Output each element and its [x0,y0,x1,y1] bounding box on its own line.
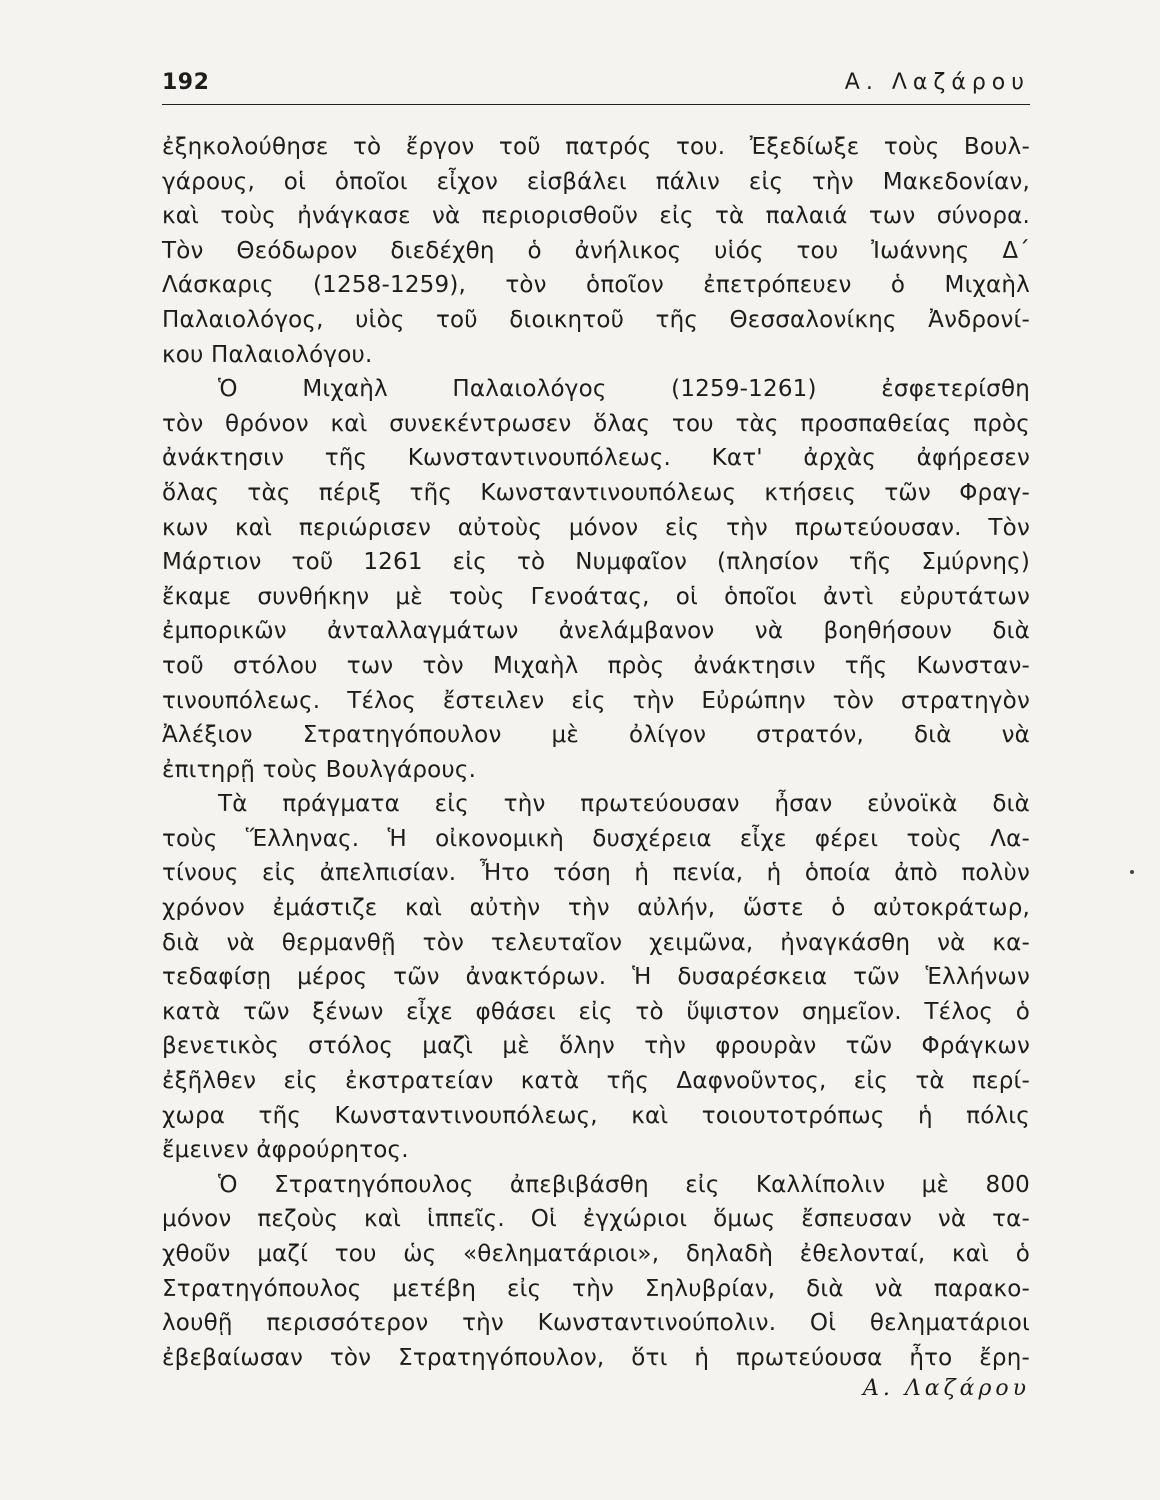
text-line: τὸν θρόνον καὶ συνεκέντρωσεν ὅλας του τὰς προσπαθείας πρὸς [162,410,1030,437]
text-line: λουθῇ περισσότερον τὴν Κωνσταντινούπολιν. Οἱ θεληματάριοι [162,1310,1030,1337]
text-line: ὅλας τὰς πέριξ τῆς Κωνσταντινουπόλεως κτήσεις τῶν Φραγ- [162,479,1030,506]
text-line: Στρατηγόπουλος μετέβη εἰς τὴν Σηλυβρίαν, διὰ νὰ παρακο- [162,1275,1030,1302]
text-line: Λάσκαρις (1258-1259), τὸν ὁποῖον ἐπετρόπευεν ὁ Μιχαὴλ [162,272,1030,299]
text-line: ἔμεινεν ἀφρούρητος. [162,1137,409,1164]
text-line: τίνους εἰς ἀπελπισίαν. Ἦτο τόση ἡ πενία, ἡ ὁποία ἀπὸ πολὺν [162,860,1030,887]
text-line: γάρους, οἱ ὁποῖοι εἶχον εἰσβάλει πάλιν εἰς τὴν Μακεδονίαν, [162,168,1030,195]
text-line: ἐπιτηρῇ τοὺς Βουλγάρους. [162,756,477,783]
text-line: Ὁ Στρατηγόπουλος ἀπεβιβάσθη εἰς Καλλίπολιν μὲ 800 [218,1171,1030,1198]
text-line: Ὁ Μιχαὴλ Παλαιολόγος (1259-1261) ἐσφετερίσθη [218,376,1030,403]
text-line: τοὺς Ἕλληνας. Ἡ οἰκονομικὴ δυσχέρεια εἶχε φέρει τοὺς Λα- [162,825,1030,852]
body-text [162,130,1030,1375]
text-line: Μάρτιον τοῦ 1261 εἰς τὸ Νυμφαῖον (πλησίον τῆς Σμύρνης) [162,549,1030,576]
text-line: κατὰ τῶν ξένων εἶχε φθάσει εἰς τὸ ὕψιστον σημεῖον. Τέλος ὁ [162,998,1030,1025]
paragraph [162,130,1030,372]
paragraph [162,787,1030,1168]
text-line: κων καὶ περιώρισεν αὐτοὺς μόνον εἰς τὴν πρωτεύουσαν. Τὸν [162,514,1030,541]
author-signature: Α. Λαζάρου [863,1376,1030,1401]
text-line: χωρα τῆς Κωνσταντινουπόλεως, καὶ τοιουτοτρόπως ἡ πόλις [162,1102,1030,1129]
text-line: ἐμπορικῶν ἀνταλλαγμάτων ἀνελάμβανον νὰ βοηθήσουν διὰ [162,618,1030,645]
running-head: Α. Λαζάρου [844,70,1030,95]
page-number: 192 [162,70,210,95]
text-line: Τὸν Θεόδωρον διεδέχθη ὁ ἀνήλικος υἱός του Ἰωάννης Δ΄ [162,237,1030,264]
text-line: τινουπόλεως. Τέλος ἔστειλεν εἰς τὴν Εὐρώπην τὸν στρατηγὸν [162,687,1030,714]
text-line: κου Παλαιολόγου. [162,341,373,368]
text-line: ἐξηκολούθησε τὸ ἔργον τοῦ πατρός του. Ἐξεδίωξε τοὺς Βουλ- [162,134,1030,160]
paragraph [162,372,1030,787]
text-line: ἐξῆλθεν εἰς ἐκστρατείαν κατὰ τῆς Δαφνοῦντος, εἰς τὰ περί- [162,1068,1030,1095]
text-line: βενετικὸς στόλος μαζὶ μὲ ὅλην τὴν φρουρὰν τῶν Φράγκων [162,1033,1030,1060]
text-line: χθοῦν μαζί του ὡς «θεληματάριοι», δηλαδὴ ἐθελονταί, καὶ ὁ [162,1241,1030,1267]
text-line: Τὰ πράγματα εἰς τὴν πρωτεύουσαν ἦσαν εὐνοϊκὰ διὰ [218,791,1030,818]
text-line: ἔκαμε συνθήκην μὲ τοὺς Γενοάτας, οἱ ὁποῖοι ἀντὶ εὐρυτάτων [162,583,1030,610]
text-line: τοῦ στόλου των τὸν Μιχαὴλ πρὸς ἀνάκτησιν τῆς Κωνσταν- [162,652,1030,679]
text-line: χρόνον ἐμάστιζε καὶ αὐτὴν τὴν αὐλήν, ὥστε ὁ αὐτοκράτωρ, [162,895,1030,922]
text-line: μόνον πεζοὺς καὶ ἱππεῖς. Οἱ ἐγχώριοι ὅμως ἔσπευσαν νὰ τα- [162,1206,1030,1233]
text-line: Ἀλέξιον Στρατηγόπουλον μὲ ὀλίγον στρατόν, διὰ νὰ [162,722,1030,749]
text-line: διὰ νὰ θερμανθῇ τὸν τελευταῖον χειμῶνα, ἠναγκάσθη νὰ κα- [162,929,1030,956]
text-line: Παλαιολόγος, υἱὸς τοῦ διοικητοῦ τῆς Θεσσαλονίκης Ἀνδρονί- [162,306,1030,333]
page-header [162,68,1030,105]
text-line: ἐβεβαίωσαν τὸν Στρατηγόπουλον, ὅτι ἡ πρωτεύουσα ἦτο ἔρη- [162,1344,1030,1371]
text-line: καὶ τοὺς ἠνάγκασε νὰ περιορισθοῦν εἰς τὰ παλαιά των σύνορα. [162,203,1030,230]
scan-speck [1130,870,1134,874]
text-line: τεδαφίσῃ μέρος τῶν ἀνακτόρων. Ἡ δυσαρέσκεια τῶν Ἑλλήνων [162,964,1030,991]
text-line: ἀνάκτησιν τῆς Κωνσταντινουπόλεως. Κατ' ἀρχὰς ἀφήρεσεν [162,445,1030,472]
paragraph [162,1168,1030,1376]
